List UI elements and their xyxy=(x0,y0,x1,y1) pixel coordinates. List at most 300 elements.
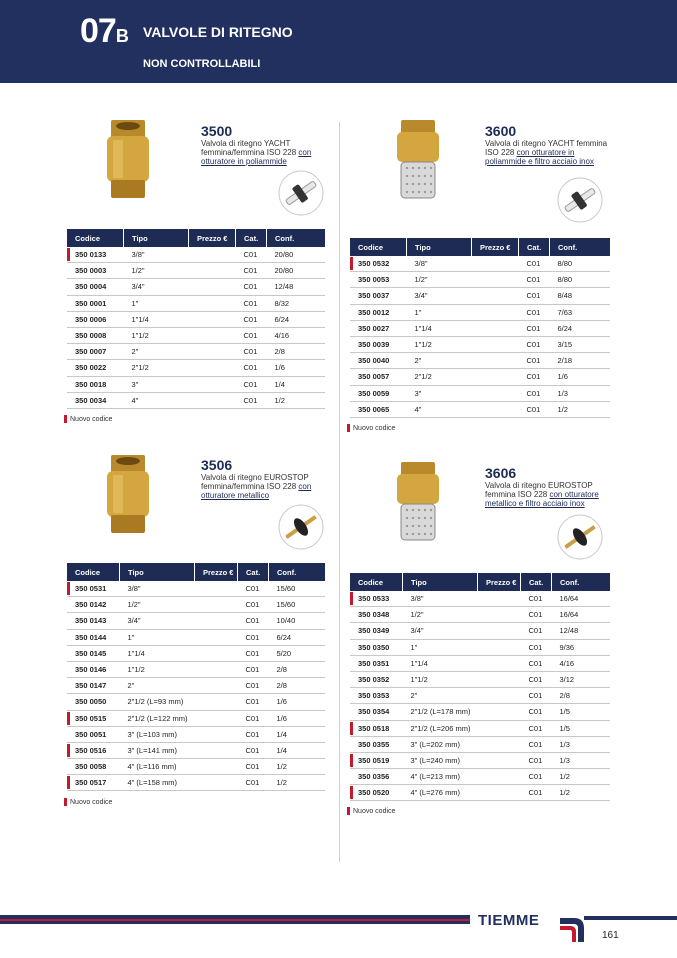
type-cell: 3/8" xyxy=(407,256,472,272)
code-cell: 350 0051 xyxy=(67,726,120,742)
price-cell xyxy=(478,720,521,736)
conf-cell: 1/4 xyxy=(269,742,326,758)
new-code-note: Nuovo codice xyxy=(64,415,112,423)
cat-cell: C01 xyxy=(236,295,267,311)
price-cell xyxy=(472,336,519,352)
type-cell: 3" (L=141 mm) xyxy=(120,742,195,758)
new-code-note: Nuovo codice xyxy=(64,798,112,806)
product-table-3600 xyxy=(350,238,610,418)
table-row xyxy=(67,279,325,295)
price-cell xyxy=(195,645,238,661)
type-cell: 4" (L=213 mm) xyxy=(403,769,478,785)
type-cell: 2" xyxy=(124,344,189,360)
table-row xyxy=(67,645,325,661)
code-cell: 350 0133 xyxy=(67,247,124,263)
type-cell: 1" xyxy=(407,304,472,320)
price-cell xyxy=(472,369,519,385)
table-row xyxy=(350,369,610,385)
product-code: 3600 xyxy=(485,123,517,139)
foot-valve-image xyxy=(393,462,443,542)
conf-cell: 6/24 xyxy=(550,320,611,336)
price-cell xyxy=(478,769,521,785)
code-cell: 350 0006 xyxy=(67,311,124,327)
cat-cell: C01 xyxy=(238,726,269,742)
brass-check-valve-image xyxy=(103,120,153,200)
type-cell: 1"1/2 xyxy=(120,661,195,677)
cat-cell: C01 xyxy=(236,360,267,376)
price-cell xyxy=(195,710,238,726)
type-cell: 3/8" xyxy=(403,591,478,607)
table-row xyxy=(350,304,610,320)
cat-cell: C01 xyxy=(238,597,269,613)
table-row xyxy=(67,775,325,791)
col-code: Codice xyxy=(350,573,403,591)
code-cell: 350 0003 xyxy=(67,263,124,279)
table-row xyxy=(350,256,610,272)
code-cell: 350 0515 xyxy=(67,710,120,726)
conf-cell: 9/36 xyxy=(552,639,611,655)
col-cat: Cat. xyxy=(238,563,269,581)
price-cell xyxy=(478,688,521,704)
code-cell: 350 0351 xyxy=(350,655,403,671)
cat-cell: C01 xyxy=(236,344,267,360)
code-cell: 350 0146 xyxy=(67,661,120,677)
col-price: Prezzo € xyxy=(478,573,521,591)
type-cell: 3" xyxy=(407,385,472,401)
price-cell xyxy=(478,752,521,768)
conf-cell: 12/48 xyxy=(267,279,326,295)
code-cell: 350 0008 xyxy=(67,327,124,343)
cat-cell: C01 xyxy=(519,256,550,272)
table-row xyxy=(67,295,325,311)
conf-cell: 1/3 xyxy=(552,736,611,752)
type-cell: 2"1/2 xyxy=(124,360,189,376)
conf-cell: 1/2 xyxy=(550,401,611,417)
price-cell xyxy=(478,623,521,639)
product-description: Valvola di ritegno EUROSTOP femmina ISO 228 con otturatore metallico e filtro acciaio inox xyxy=(485,481,599,508)
table-row xyxy=(350,671,610,687)
table-row xyxy=(67,581,325,597)
table-row xyxy=(67,726,325,742)
cat-cell: C01 xyxy=(236,263,267,279)
page-header xyxy=(0,0,677,83)
type-cell: 2"1/2 xyxy=(407,369,472,385)
col-type: Tipo xyxy=(120,563,195,581)
col-conf: Conf. xyxy=(550,238,611,256)
cat-cell: C01 xyxy=(519,401,550,417)
table-row xyxy=(350,401,610,417)
conf-cell: 1/3 xyxy=(552,752,611,768)
conf-cell: 7/63 xyxy=(550,304,611,320)
type-cell: 3/4" xyxy=(403,623,478,639)
type-cell: 1"1/4 xyxy=(407,320,472,336)
code-cell: 350 0022 xyxy=(67,360,124,376)
product-code: 3500 xyxy=(201,123,233,139)
cat-cell: C01 xyxy=(238,645,269,661)
type-cell: 2"1/2 (L=206 mm) xyxy=(403,720,478,736)
table-row xyxy=(67,613,325,629)
cat-cell: C01 xyxy=(519,288,550,304)
table-row xyxy=(350,607,610,623)
type-cell: 1"1/4 xyxy=(120,645,195,661)
table-row xyxy=(67,742,325,758)
col-cat: Cat. xyxy=(236,229,267,247)
table-row xyxy=(67,661,325,677)
conf-cell: 1/2 xyxy=(267,392,326,408)
conf-cell: 1/6 xyxy=(269,694,326,710)
price-cell xyxy=(189,247,236,263)
price-cell xyxy=(472,320,519,336)
conf-cell: 12/48 xyxy=(552,623,611,639)
price-cell xyxy=(189,344,236,360)
cat-cell: C01 xyxy=(238,661,269,677)
type-cell: 3/4" xyxy=(120,613,195,629)
price-cell xyxy=(478,639,521,655)
type-cell: 4" xyxy=(407,401,472,417)
table-row xyxy=(350,353,610,369)
cat-cell: C01 xyxy=(519,272,550,288)
col-conf: Conf. xyxy=(267,229,326,247)
price-cell xyxy=(478,591,521,607)
page-title: VALVOLE DI RITEGNO xyxy=(143,24,293,40)
table-row xyxy=(350,623,610,639)
conf-cell: 1/2 xyxy=(552,769,611,785)
type-cell: 4" (L=158 mm) xyxy=(120,775,195,791)
conf-cell: 6/24 xyxy=(269,629,326,645)
table-row xyxy=(350,655,610,671)
product-code: 3506 xyxy=(201,457,233,473)
cat-cell: C01 xyxy=(521,671,552,687)
new-code-note: Nuovo codice xyxy=(347,424,395,432)
conf-cell: 3/15 xyxy=(550,336,611,352)
code-cell: 350 0007 xyxy=(67,344,124,360)
price-cell xyxy=(195,629,238,645)
type-cell: 4" (L=276 mm) xyxy=(403,785,478,801)
product-description: Valvola di ritegno YACHT femmina/femmina ISO 228 con otturatore in poliammide xyxy=(201,139,312,166)
cat-cell: C01 xyxy=(238,775,269,791)
cat-cell: C01 xyxy=(519,369,550,385)
code-cell: 350 0040 xyxy=(350,353,407,369)
price-cell xyxy=(472,288,519,304)
price-cell xyxy=(478,655,521,671)
price-cell xyxy=(195,678,238,694)
code-cell: 350 0520 xyxy=(350,785,403,801)
cat-cell: C01 xyxy=(521,736,552,752)
product-table-3500 xyxy=(67,229,325,409)
code-cell: 350 0518 xyxy=(350,720,403,736)
cat-cell: C01 xyxy=(521,688,552,704)
product-code: 3606 xyxy=(485,465,517,481)
price-cell xyxy=(195,775,238,791)
table-row xyxy=(67,344,325,360)
price-cell xyxy=(189,295,236,311)
type-cell: 3" (L=103 mm) xyxy=(120,726,195,742)
code-cell: 350 0517 xyxy=(67,775,120,791)
type-cell: 2"1/2 (L=122 mm) xyxy=(120,710,195,726)
type-cell: 1"1/4 xyxy=(124,311,189,327)
poppet-detail-icon xyxy=(278,170,324,216)
type-cell: 2" xyxy=(120,678,195,694)
type-cell: 1"1/2 xyxy=(407,336,472,352)
metal-poppet-detail-icon xyxy=(278,504,324,550)
cat-cell: C01 xyxy=(236,247,267,263)
type-cell: 2" xyxy=(407,353,472,369)
cat-cell: C01 xyxy=(519,385,550,401)
type-cell: 1" xyxy=(120,629,195,645)
table-row xyxy=(67,629,325,645)
cat-cell: C01 xyxy=(521,769,552,785)
type-cell: 3" xyxy=(124,376,189,392)
table-row xyxy=(67,694,325,710)
price-cell xyxy=(195,597,238,613)
code-cell: 350 0004 xyxy=(67,279,124,295)
cat-cell: C01 xyxy=(236,327,267,343)
conf-cell: 8/80 xyxy=(550,256,611,272)
cat-cell: C01 xyxy=(238,759,269,775)
code-cell: 350 0532 xyxy=(350,256,407,272)
chapter-letter: B xyxy=(115,26,128,46)
code-cell: 350 0144 xyxy=(67,629,120,645)
code-cell: 350 0001 xyxy=(67,295,124,311)
footer-accent-line xyxy=(0,919,470,921)
price-cell xyxy=(472,256,519,272)
table-row xyxy=(350,320,610,336)
price-cell xyxy=(189,263,236,279)
table-row xyxy=(350,272,610,288)
code-cell: 350 0065 xyxy=(350,401,407,417)
conf-cell: 2/8 xyxy=(269,661,326,677)
table-row xyxy=(350,591,610,607)
col-code: Codice xyxy=(350,238,407,256)
table-row xyxy=(350,769,610,785)
price-cell xyxy=(189,360,236,376)
conf-cell: 1/2 xyxy=(552,785,611,801)
cat-cell: C01 xyxy=(521,752,552,768)
conf-cell: 1/4 xyxy=(267,376,326,392)
conf-cell: 15/60 xyxy=(269,581,326,597)
foot-valve-image xyxy=(393,120,443,200)
table-row xyxy=(350,288,610,304)
price-cell xyxy=(195,759,238,775)
price-cell xyxy=(189,327,236,343)
table-row xyxy=(67,710,325,726)
conf-cell: 15/60 xyxy=(269,597,326,613)
table-row xyxy=(67,392,325,408)
cat-cell: C01 xyxy=(238,694,269,710)
cat-cell: C01 xyxy=(238,581,269,597)
code-cell: 350 0027 xyxy=(350,320,407,336)
conf-cell: 5/20 xyxy=(269,645,326,661)
price-cell xyxy=(472,353,519,369)
code-cell: 350 0142 xyxy=(67,597,120,613)
type-cell: 1"1/4 xyxy=(403,655,478,671)
code-cell: 350 0145 xyxy=(67,645,120,661)
code-cell: 350 0349 xyxy=(350,623,403,639)
brand-logo: TIEMME xyxy=(478,912,540,929)
table-row xyxy=(67,247,325,263)
table-row xyxy=(350,639,610,655)
price-cell xyxy=(195,581,238,597)
type-cell: 3" (L=240 mm) xyxy=(403,752,478,768)
code-cell: 350 0050 xyxy=(67,694,120,710)
type-cell: 2"1/2 (L=178 mm) xyxy=(403,704,478,720)
code-cell: 350 0533 xyxy=(350,591,403,607)
table-row xyxy=(67,311,325,327)
type-cell: 3" (L=202 mm) xyxy=(403,736,478,752)
conf-cell: 8/80 xyxy=(550,272,611,288)
code-cell: 350 0058 xyxy=(67,759,120,775)
table-row xyxy=(67,759,325,775)
price-cell xyxy=(478,704,521,720)
type-cell: 1/2" xyxy=(124,263,189,279)
table-row xyxy=(350,704,610,720)
cat-cell: C01 xyxy=(519,336,550,352)
col-price: Prezzo € xyxy=(189,229,236,247)
price-cell xyxy=(195,694,238,710)
code-cell: 350 0018 xyxy=(67,376,124,392)
cat-cell: C01 xyxy=(238,742,269,758)
table-row xyxy=(67,263,325,279)
table-row xyxy=(350,688,610,704)
type-cell: 2" xyxy=(403,688,478,704)
table-row xyxy=(350,720,610,736)
price-cell xyxy=(478,736,521,752)
conf-cell: 1/5 xyxy=(552,704,611,720)
cat-cell: C01 xyxy=(521,591,552,607)
type-cell: 3/4" xyxy=(407,288,472,304)
col-price: Prezzo € xyxy=(195,563,238,581)
conf-cell: 4/16 xyxy=(267,327,326,343)
col-conf: Conf. xyxy=(269,563,326,581)
conf-cell: 6/24 xyxy=(267,311,326,327)
code-cell: 350 0352 xyxy=(350,671,403,687)
conf-cell: 2/18 xyxy=(550,353,611,369)
price-cell xyxy=(472,385,519,401)
col-type: Tipo xyxy=(403,573,478,591)
type-cell: 1" xyxy=(124,295,189,311)
cat-cell: C01 xyxy=(236,392,267,408)
code-cell: 350 0039 xyxy=(350,336,407,352)
cat-cell: C01 xyxy=(238,613,269,629)
price-cell xyxy=(195,742,238,758)
conf-cell: 20/80 xyxy=(267,263,326,279)
col-cat: Cat. xyxy=(521,573,552,591)
product-table-3506 xyxy=(67,563,325,791)
code-cell: 350 0531 xyxy=(67,581,120,597)
conf-cell: 4/16 xyxy=(552,655,611,671)
price-cell xyxy=(478,785,521,801)
poppet-detail-icon xyxy=(557,177,603,223)
col-conf: Conf. xyxy=(552,573,611,591)
type-cell: 4" xyxy=(124,392,189,408)
code-cell: 350 0356 xyxy=(350,769,403,785)
price-cell xyxy=(195,726,238,742)
cat-cell: C01 xyxy=(238,629,269,645)
cat-cell: C01 xyxy=(236,376,267,392)
cat-cell: C01 xyxy=(521,655,552,671)
price-cell xyxy=(472,272,519,288)
conf-cell: 1/6 xyxy=(267,360,326,376)
price-cell xyxy=(472,304,519,320)
col-cat: Cat. xyxy=(519,238,550,256)
price-cell xyxy=(472,401,519,417)
type-cell: 2"1/2 (L=93 mm) xyxy=(120,694,195,710)
table-row xyxy=(350,785,610,801)
code-cell: 350 0034 xyxy=(67,392,124,408)
code-cell: 350 0354 xyxy=(350,704,403,720)
new-code-note: Nuovo codice xyxy=(347,807,395,815)
code-cell: 350 0059 xyxy=(350,385,407,401)
conf-cell: 1/6 xyxy=(269,710,326,726)
type-cell: 1/2" xyxy=(407,272,472,288)
price-cell xyxy=(189,376,236,392)
type-cell: 1/2" xyxy=(120,597,195,613)
price-cell xyxy=(478,607,521,623)
conf-cell: 2/8 xyxy=(269,678,326,694)
code-cell: 350 0053 xyxy=(350,272,407,288)
code-cell: 350 0147 xyxy=(67,678,120,694)
column-divider xyxy=(339,122,340,862)
conf-cell: 1/3 xyxy=(550,385,611,401)
table-row xyxy=(67,597,325,613)
product-description: Valvola di ritegno EUROSTOP femmina/femmina ISO 228 con otturatore metallico xyxy=(201,473,312,500)
product-description: Valvola di ritegno YACHT femmina ISO 228 con otturatore in poliammide e filtro acciaio inox xyxy=(485,139,608,166)
code-cell: 350 0519 xyxy=(350,752,403,768)
table-row xyxy=(67,360,325,376)
table-row xyxy=(67,678,325,694)
code-cell: 350 0057 xyxy=(350,369,407,385)
cat-cell: C01 xyxy=(521,785,552,801)
code-cell: 350 0012 xyxy=(350,304,407,320)
type-cell: 1" xyxy=(403,639,478,655)
cat-cell: C01 xyxy=(519,353,550,369)
col-code: Codice xyxy=(67,563,120,581)
cat-cell: C01 xyxy=(521,607,552,623)
cat-cell: C01 xyxy=(236,279,267,295)
type-cell: 4" (L=116 mm) xyxy=(120,759,195,775)
price-cell xyxy=(478,671,521,687)
code-cell: 350 0348 xyxy=(350,607,403,623)
brass-check-valve-image xyxy=(103,455,153,535)
code-cell: 350 0143 xyxy=(67,613,120,629)
conf-cell: 8/48 xyxy=(550,288,611,304)
page-subtitle: NON CONTROLLABILI xyxy=(143,58,261,70)
price-cell xyxy=(189,392,236,408)
code-cell: 350 0037 xyxy=(350,288,407,304)
type-cell: 1"1/2 xyxy=(403,671,478,687)
conf-cell: 1/4 xyxy=(269,726,326,742)
price-cell xyxy=(189,311,236,327)
conf-cell: 3/12 xyxy=(552,671,611,687)
table-row xyxy=(67,376,325,392)
price-cell xyxy=(195,661,238,677)
conf-cell: 16/64 xyxy=(552,591,611,607)
table-row xyxy=(350,752,610,768)
code-cell: 350 0355 xyxy=(350,736,403,752)
product-table-3606 xyxy=(350,573,610,801)
metal-poppet-detail-icon xyxy=(557,514,603,560)
cat-cell: C01 xyxy=(236,311,267,327)
conf-cell: 16/64 xyxy=(552,607,611,623)
conf-cell: 1/2 xyxy=(269,775,326,791)
page-number: 161 xyxy=(602,930,619,941)
type-cell: 3/8" xyxy=(124,247,189,263)
cat-cell: C01 xyxy=(521,720,552,736)
cat-cell: C01 xyxy=(521,639,552,655)
cat-cell: C01 xyxy=(519,320,550,336)
table-row xyxy=(350,736,610,752)
cat-cell: C01 xyxy=(238,710,269,726)
